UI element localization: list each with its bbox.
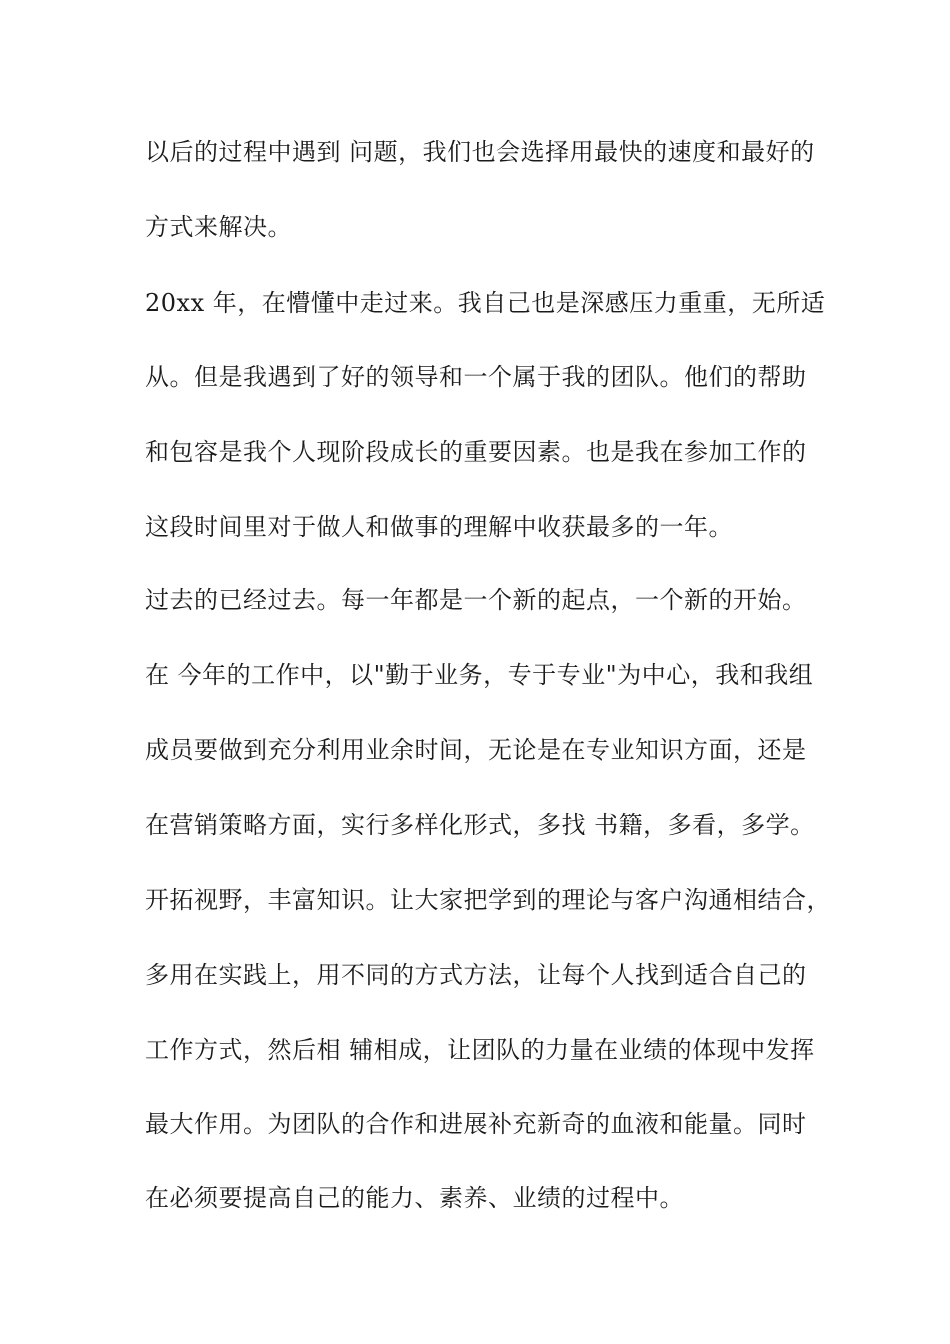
text-line: 方式来解决。: [145, 213, 292, 241]
text-line: 开拓视野，丰富知识。让大家把学到的理论与客户沟通相结合，: [145, 886, 831, 914]
text-line: 在营销策略方面，实行多样化形式，多找 书籍，多看，多学。: [145, 811, 815, 839]
text-line: 和包容是我个人现阶段成长的重要因素。也是我在参加工作的: [145, 438, 807, 466]
text-line: 最大作用。为团队的合作和进展补充新奇的血液和能量。同时: [145, 1110, 807, 1138]
text-line: 这段时间里对于做人和做事的理解中收获最多的一年。: [145, 513, 733, 541]
text-line: 成员要做到充分利用业余时间，无论是在专业知识方面，还是: [145, 736, 807, 764]
text-line: 过去的已经过去。每一年都是一个新的起点，一个新的开始。: [145, 586, 807, 614]
text-line: 20xx 年，在懵懂中走过来。我自己也是深感压力重重，无所适: [145, 289, 826, 317]
text-line: 在 今年的工作中，以"勤于业务，专于专业"为中心，我和我组: [145, 661, 814, 689]
text-line: 工作方式，然后相 辅相成，让团队的力量在业绩的体现中发挥: [145, 1036, 815, 1064]
text-line: 多用在实践上，用不同的方式方法，让每个人找到适合自己的: [145, 961, 807, 989]
text-line: 从。但是我遇到了好的领导和一个属于我的团队。他们的帮助: [145, 363, 807, 391]
text-line: 在必须要提高自己的能力、素养、业绩的过程中。: [145, 1184, 684, 1212]
text-line: 以后的过程中遇到 问题，我们也会选择用最快的速度和最好的: [145, 138, 815, 166]
